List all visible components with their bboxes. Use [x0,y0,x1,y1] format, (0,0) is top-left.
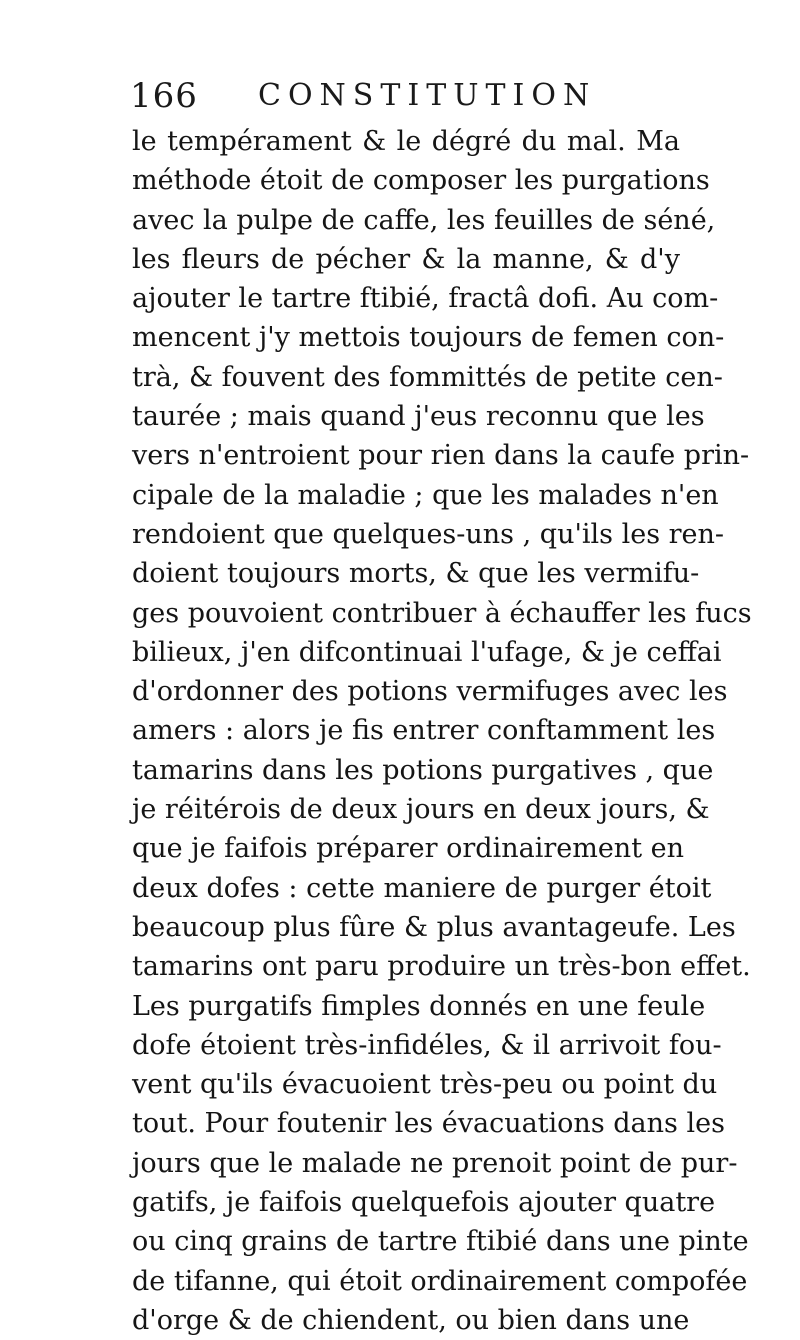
text-line: méthode étoit de composer les purgations [132,165,710,197]
text-line: rendoient que quelques-uns , qu'ils les ren- [132,518,725,550]
text-line: taurée ; mais quand j'eus reconnu que les [132,401,705,433]
text-line: doient toujours morts, & que les vermifu- [132,558,700,590]
running-head: CONSTITUTION [258,78,597,113]
text-line: ges pouvoient contribuer à échauffer les fucs [132,597,752,629]
text-line: d'ordonner des potions vermifuges avec les [132,676,728,708]
text-line: trà, & fouvent des fommittés de petite cen- [132,361,723,393]
text-line: de tifanne, qui étoit ordinairement compofée [132,1265,748,1297]
body-text [132,122,752,1340]
text-line: ou cinq grains de tartre ftibié dans une pinte [132,1226,749,1258]
text-line: gatifs, je faifois quelquefois ajouter quatre [132,1187,716,1219]
text-line: d'orge & de chiendent, ou bien dans une [132,1304,690,1336]
text-line: le tempérament & le dégré du mal. Ma [132,126,680,157]
text-line: avec la pulpe de caffe, les feuilles de séné, [132,204,716,236]
text-line: amers : alors je fis entrer conftamment les [132,715,716,747]
text-line: bilieux, j'en difcontinuai l'ufage, & je ceffai [132,636,722,668]
page-header [120,72,680,122]
text-line: beaucoup plus fûre & plus avantageufe. Les [132,911,736,943]
text-line: tout. Pour foutenir les évacuations dans les [132,1108,725,1140]
text-line: jours que le malade ne prenoit point de pur- [132,1147,738,1179]
text-line: je réitérois de deux jours en deux jours, & [132,794,710,826]
text-line: Les purgatifs fimples donnés en une feule [132,990,706,1022]
text-line: dofe étoient très-infidéles, & il arrivoit fou- [132,1029,722,1061]
text-line: tamarins dans les potions purgatives , que [132,754,714,786]
text-line: cipale de la maladie ; que les malades n'en [132,479,719,511]
page-number: 166 [130,76,198,116]
text-line: ajouter le tartre ftibié, fractâ dofi. Au com- [132,283,719,315]
text-line: deux dofes : cette maniere de purger étoit [132,872,712,904]
text-line: mencent j'y mettois toujours de femen con- [132,322,725,354]
text-line: tamarins ont paru produire un très-bon effet. [132,951,751,983]
text-line: que je faifois préparer ordinairement en [132,833,684,865]
text-line: les fleurs de pécher & la manne, & d'y [132,243,680,275]
text-line: vent qu'ils évacuoient très-peu ou point du [132,1069,718,1101]
text-line: vers n'entroient pour rien dans la caufe prin- [132,440,750,472]
